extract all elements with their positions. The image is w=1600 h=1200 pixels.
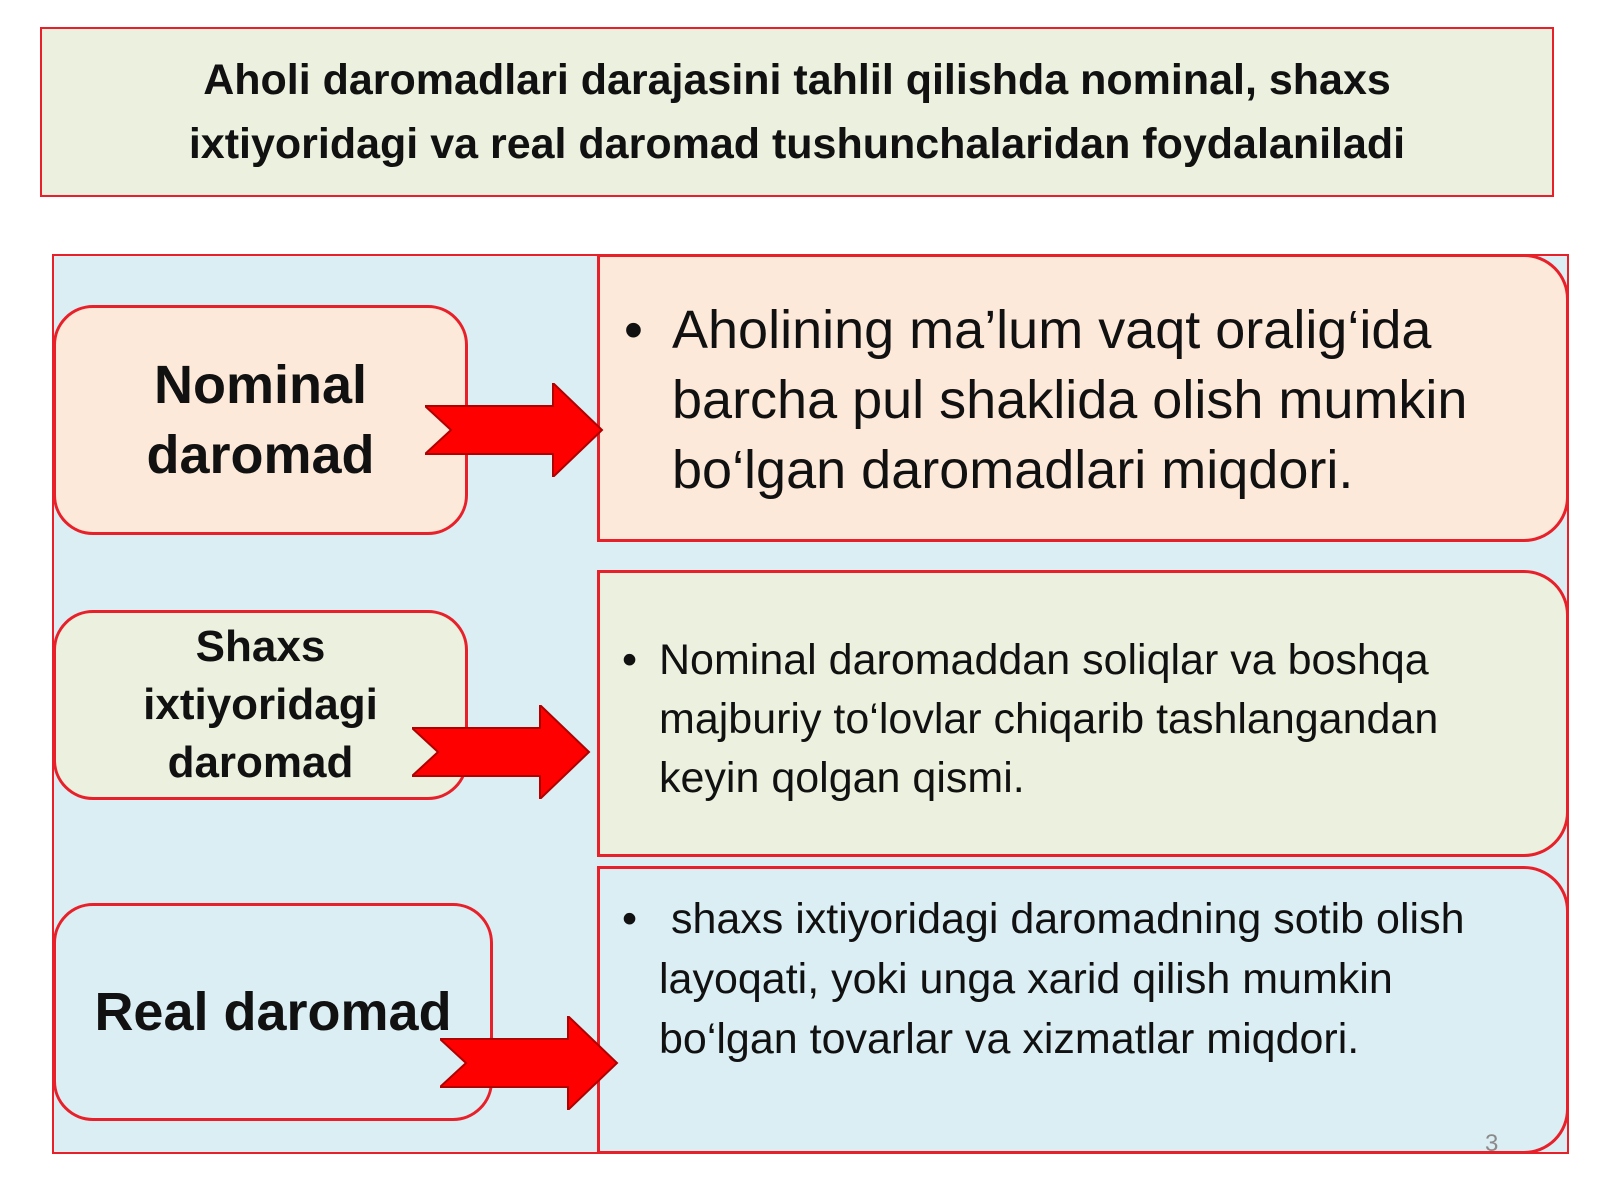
- definition-box-real: [597, 866, 1569, 1154]
- definition-item: [622, 889, 1539, 1069]
- page-number: 3: [1485, 1130, 1499, 1157]
- term-label-nominal: Nominal daromad: [146, 355, 375, 485]
- right-arrow-icon: [425, 383, 605, 477]
- right-arrow-icon: [412, 705, 592, 799]
- definition-text-real: shaxs ixtiyoridagi daromadning sotib olish layoqati, yoki unga xarid qilish mumkin bo‘lgan tovarlar va xizmatlar miqdori.: [659, 895, 1477, 1063]
- bullet-point: •: [624, 300, 643, 360]
- title-box: [40, 27, 1554, 197]
- definition-box-disposable: [597, 570, 1569, 857]
- definition-text-nominal: Aholining ma’lum vaqt oralig‘ida barcha pul shaklida olish mumkin bo‘lgan daromadlari miqdori.: [672, 300, 1468, 500]
- right-arrow-icon: [440, 1016, 620, 1110]
- term-box-real: [53, 903, 493, 1121]
- term-label-disposable: Shaxs ixtiyoridagi daromad: [143, 622, 378, 787]
- term-label-real: Real daromad: [94, 982, 452, 1042]
- bullet-point: •: [622, 636, 638, 684]
- definition-text-disposable: Nominal daromaddan soliqlar va boshqa majburiy to‘lovlar chiqarib tashlangandan keyin qolgan qismi.: [659, 636, 1439, 802]
- definition-box-nominal: [597, 254, 1569, 542]
- definition-item: [624, 295, 1532, 505]
- term-box-nominal: [53, 305, 468, 535]
- term-box-disposable: [53, 610, 468, 800]
- definition-item: [622, 631, 1539, 808]
- bullet-point: •: [622, 895, 638, 943]
- slide-title: Aholi daromadlari darajasini tahlil qilishda nominal, shaxs ixtiyoridagi va real daromad tushunchalaridan foydalaniladi: [188, 56, 1406, 168]
